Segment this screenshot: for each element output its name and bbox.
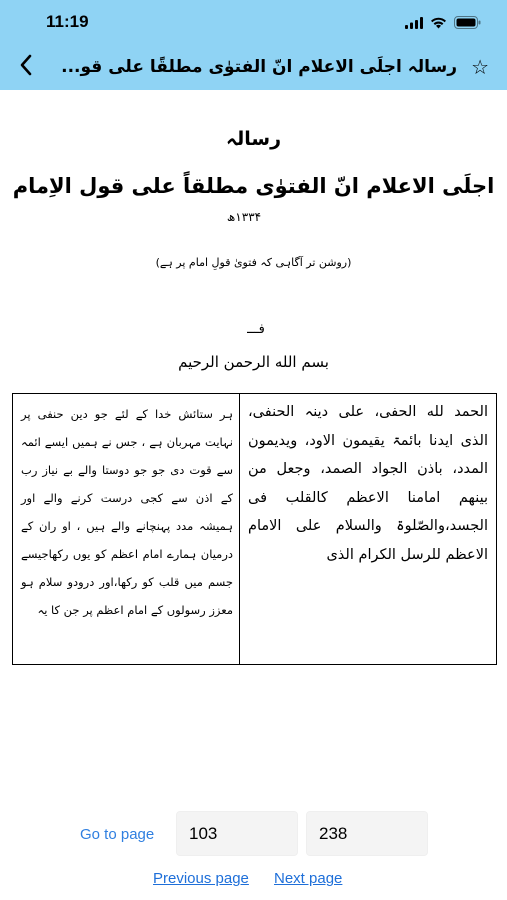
next-page-link[interactable]: Next page xyxy=(274,870,343,887)
total-pages: 238 xyxy=(306,811,428,856)
status-time: 11:19 xyxy=(46,12,89,31)
star-outline-icon[interactable]: ☆ xyxy=(471,55,489,79)
status-icons xyxy=(405,14,481,33)
back-button[interactable] xyxy=(12,53,40,81)
battery-icon xyxy=(454,14,481,33)
footnote-marker: فـــ xyxy=(247,322,265,337)
document-title: اجلَی الاعلام انّ الفتوٰی مطلقاً علی قول الاِمام xyxy=(12,174,495,198)
arabic-text: الحمد لله الحفی، علی دینہ الحنفی، الذی ایدنا بائمۃ یقیمون الاود، ویدیمون المدد، باذن الجواد الصمد، وجعل من بینھم امامنا الاعظم کالقلب فی الجسد،والصّلوۃ والسلام علی الامام الاعظم للرسل الکرام الذی xyxy=(248,404,488,563)
document-year: ۱۳۳۴ھ xyxy=(226,210,262,224)
nav-bar xyxy=(0,44,507,90)
status-bar xyxy=(0,0,507,44)
urdu-translation: ہر ستائش خدا کے لئے جو دین حنفی پر نہایت مہربان ہے ، جس نے ہمیں ایسے ائمہ سے قوت دی جو جو دوستا والے بے نیاز رب کے اذن سے کجی درست کرنے والے اور ہمیشہ مدد پہنچانے والے ہیں ، او ران کے درمیان ہمارے امام اعظم کو یوں رکھاجیسے جسم میں قلب کو رکھا،اور درودو سلام ہو معزز رسولوں کے امام اعظم پر جن کا یہ xyxy=(13,394,240,664)
document-heading: رسالہ xyxy=(225,128,282,150)
page-number-input[interactable] xyxy=(176,811,298,856)
chevron-left-icon xyxy=(19,54,33,80)
go-to-page-button[interactable]: Go to page xyxy=(80,826,155,843)
text-table xyxy=(12,393,497,665)
signal-icon xyxy=(405,14,423,33)
previous-page-link[interactable]: Previous page xyxy=(153,870,249,887)
page-title: رسالہ اجلَی الاعلام انّ الفتوٰی مطلقًا علی قو... xyxy=(61,57,457,77)
bismillah: بسم الله الرحمن الرحیم xyxy=(178,353,329,371)
wifi-icon xyxy=(430,14,447,33)
document-subtitle: (روشن تر آگاہی کہ فتویٰ قولِ امام پر ہے) xyxy=(155,256,352,269)
